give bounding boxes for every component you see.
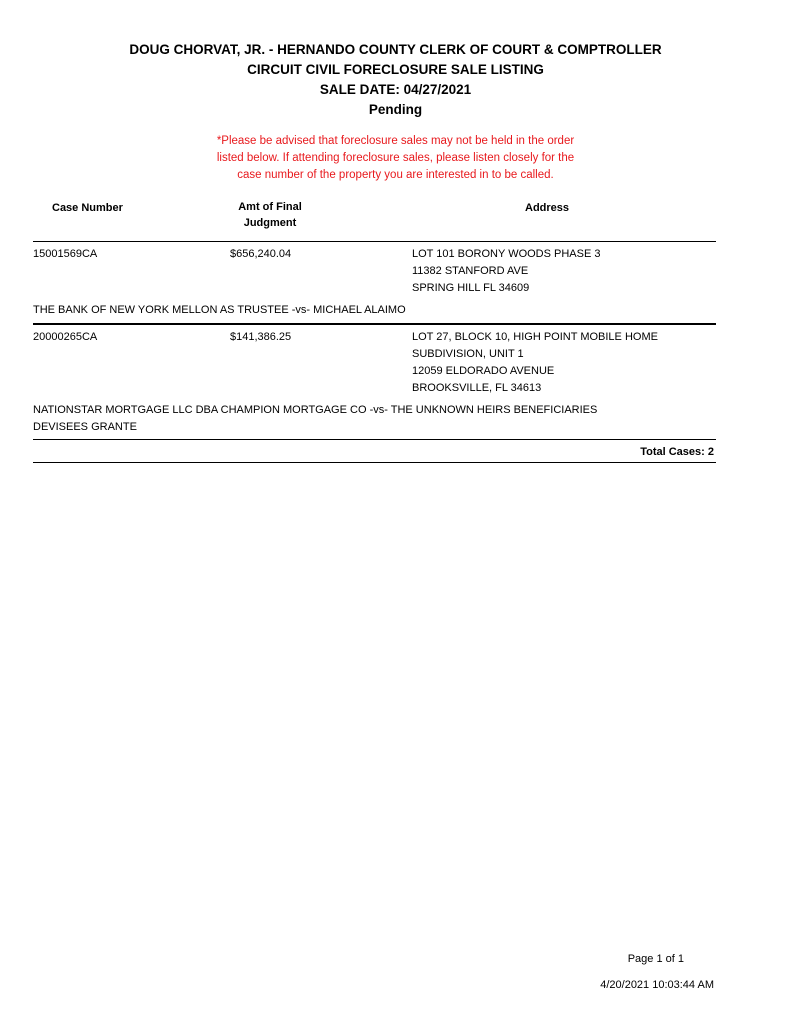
row-divider — [33, 323, 716, 325]
parties-line: THE BANK OF NEW YORK MELLON AS TRUSTEE -vs- MICHAEL ALAIMO — [33, 304, 406, 316]
property-address — [412, 329, 658, 397]
notice-line: *Please be advised that foreclosure sales may not be held in the order — [216, 135, 575, 147]
judgment-amount: $656,240.04 — [230, 248, 292, 260]
row-divider — [33, 439, 716, 440]
address-line: 11382 STANFORD AVE — [412, 265, 529, 277]
address-line: SPRING HILL FL 34609 — [412, 282, 530, 294]
judgment-header-line: Judgment — [243, 217, 297, 229]
listing-title: CIRCUIT CIVIL FORECLOSURE SALE LISTING — [247, 62, 544, 77]
column-header-case-number: Case Number — [52, 202, 123, 214]
address-line: 12059 ELDORADO AVENUE — [412, 365, 555, 377]
property-address — [412, 246, 601, 297]
attendance-notice — [0, 133, 791, 184]
notice-line: listed below. If attending foreclosure sales, please listen closely for the — [216, 152, 575, 164]
column-header-address: Address — [525, 202, 570, 214]
totals-divider — [33, 462, 716, 463]
address-line: LOT 101 BORONY WOODS PHASE 3 — [412, 248, 601, 260]
notice-line: case number of the property you are interested in to be called. — [237, 169, 554, 181]
parties-line: DEVISEES GRANTE — [33, 421, 137, 433]
page-number: Page 1 of 1 — [627, 953, 684, 965]
clerk-title: DOUG CHORVAT, JR. - HERNANDO COUNTY CLERK OF COURT & COMPTROLLER — [129, 42, 662, 57]
report-header — [0, 40, 791, 120]
sale-date: SALE DATE: 04/27/2021 — [319, 82, 472, 97]
column-header-judgment — [220, 199, 320, 231]
judgment-header-line: Amt of Final — [238, 201, 302, 213]
case-parties — [33, 402, 597, 436]
header-divider — [33, 241, 716, 242]
address-line: SUBDIVISION, UNIT 1 — [412, 348, 524, 360]
address-line: BROOKSVILLE, FL 34613 — [412, 382, 542, 394]
listing-status: Pending — [368, 102, 423, 117]
case-number: 20000265CA — [33, 331, 98, 343]
case-parties — [33, 302, 406, 319]
judgment-amount: $141,386.25 — [230, 331, 292, 343]
total-cases: Total Cases: 2 — [640, 446, 714, 458]
print-timestamp: 4/20/2021 10:03:44 AM — [600, 979, 714, 991]
address-line: LOT 27, BLOCK 10, HIGH POINT MOBILE HOME — [412, 331, 658, 343]
parties-line: NATIONSTAR MORTGAGE LLC DBA CHAMPION MORTGAGE CO -vs- THE UNKNOWN HEIRS BENEFICIARIES — [33, 404, 598, 416]
case-number: 15001569CA — [33, 248, 98, 260]
